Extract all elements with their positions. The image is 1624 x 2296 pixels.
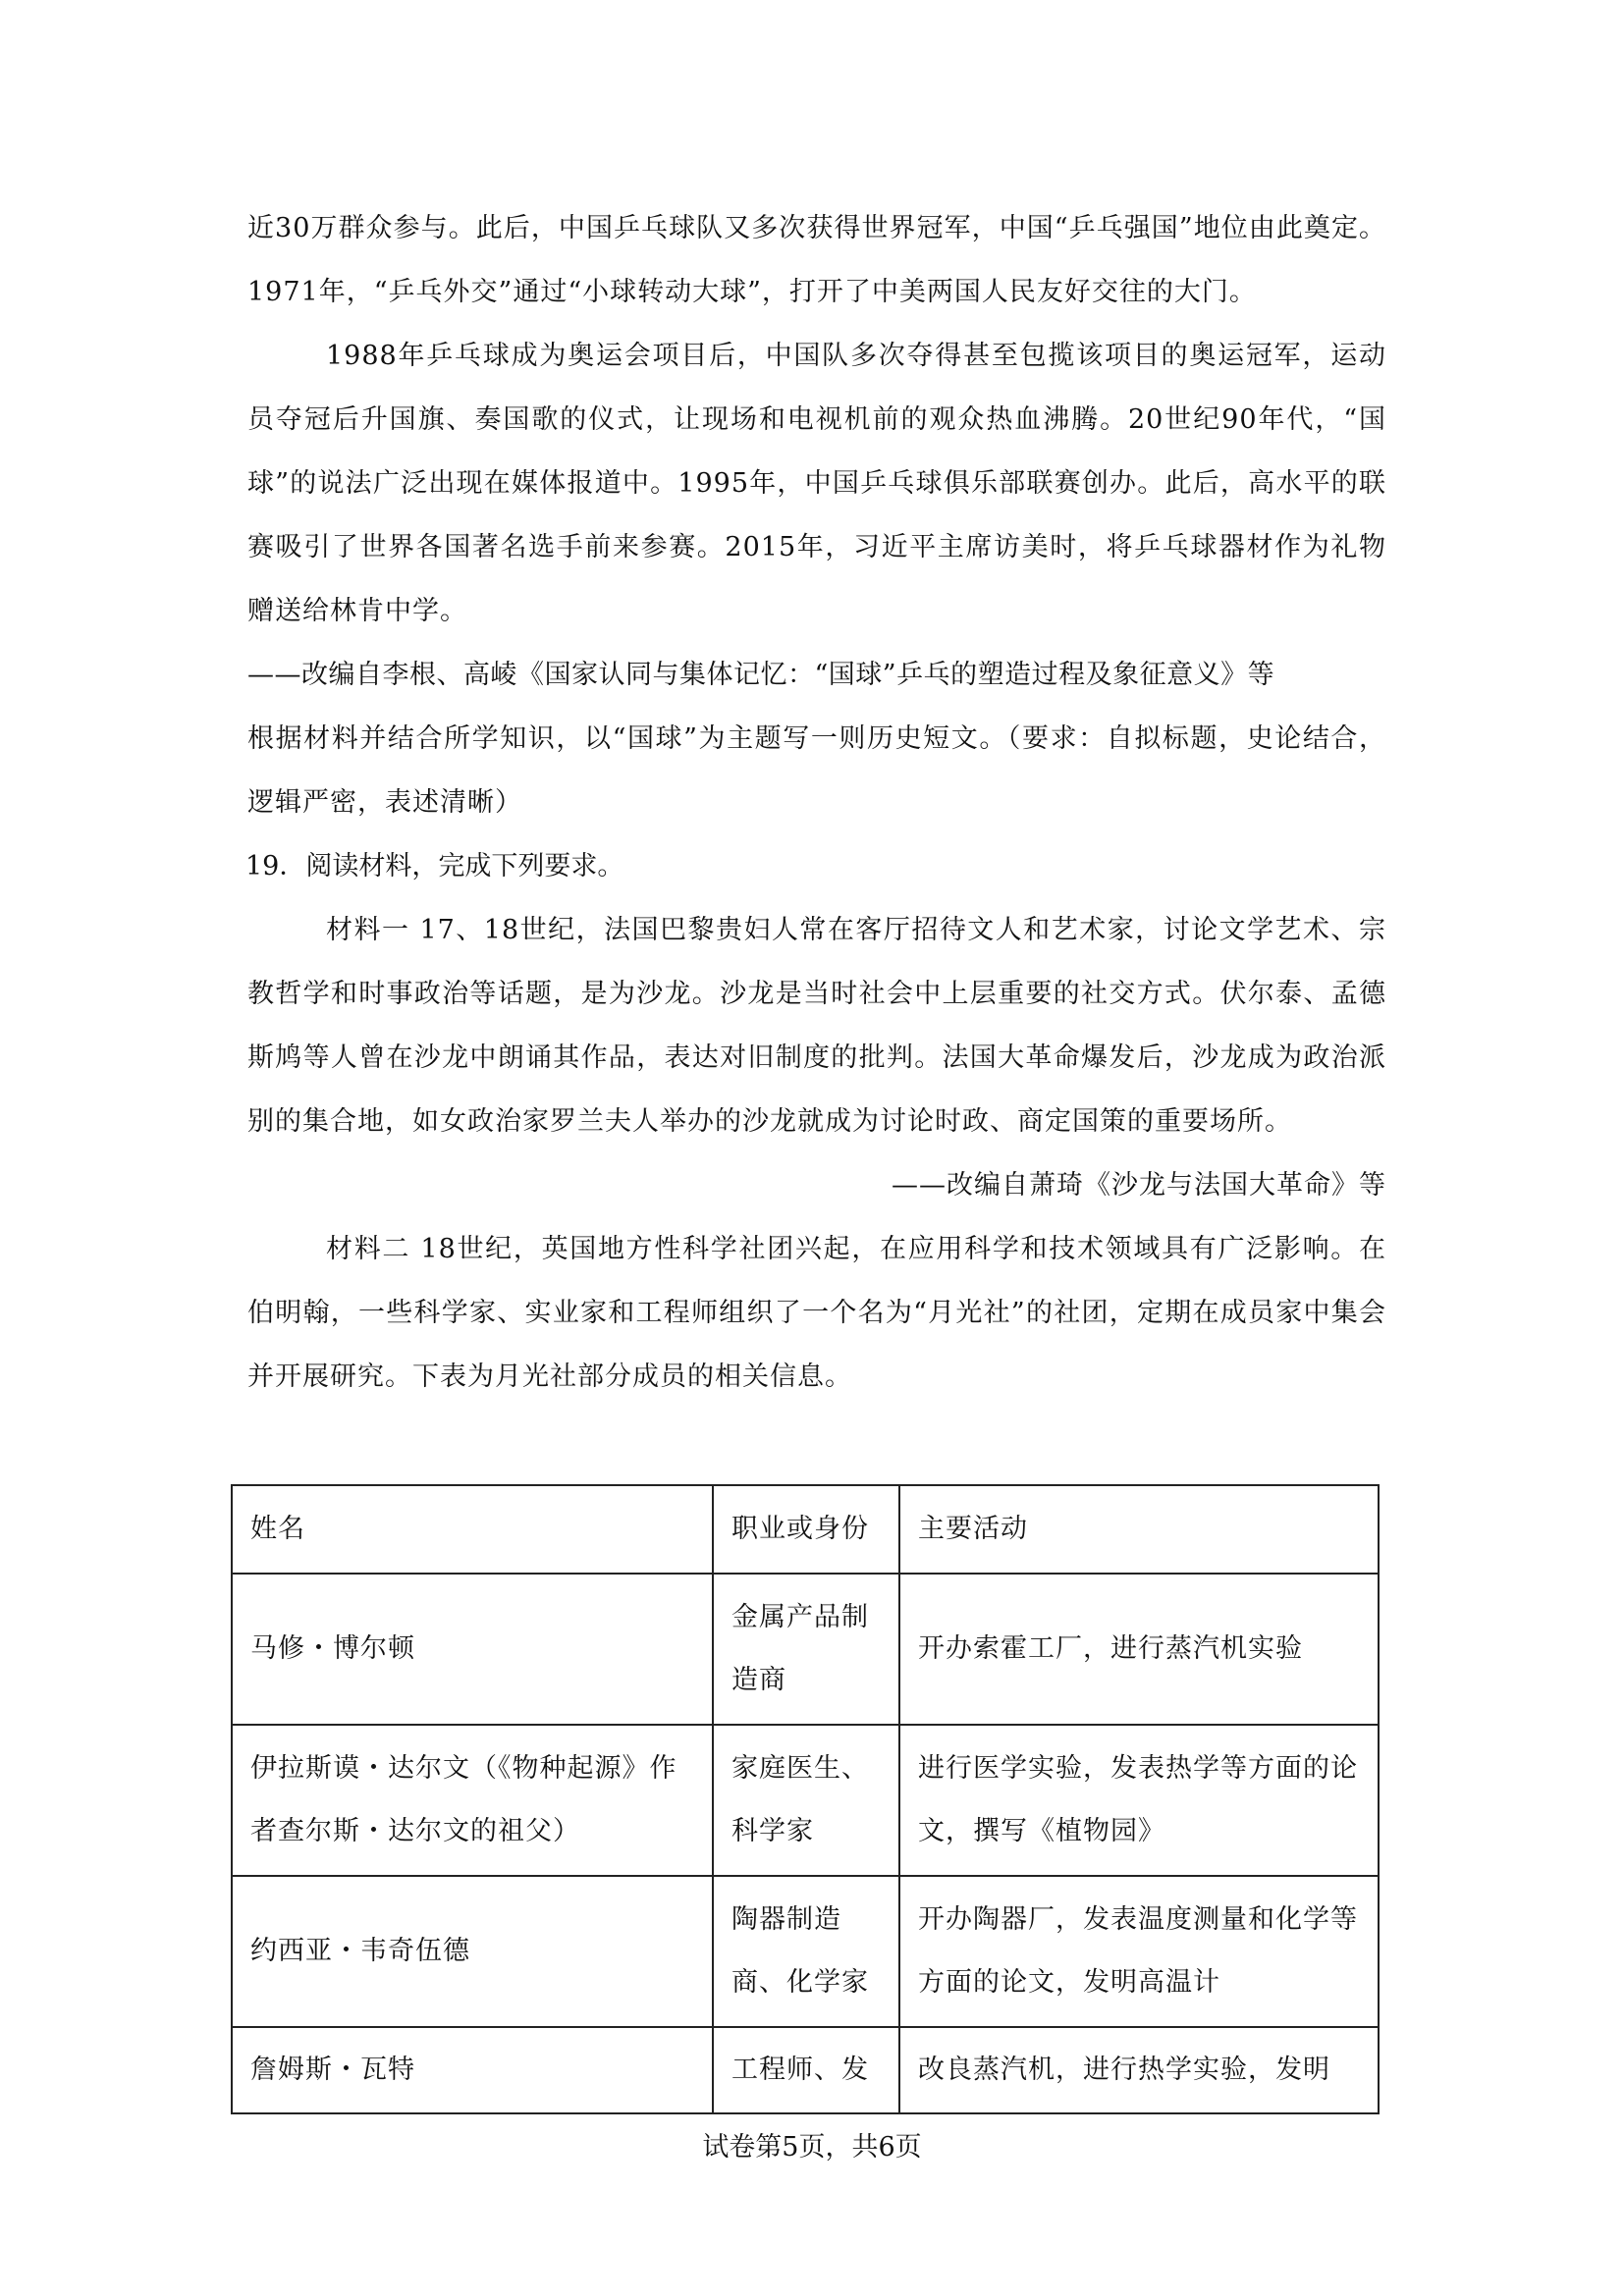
- table-row: [232, 2027, 1379, 2113]
- cell-occupation: 陶器制造商、化学家: [713, 1876, 899, 2027]
- table-header-row: [232, 1485, 1379, 1574]
- cell-occupation: 金属产品制造商: [713, 1574, 899, 1725]
- material-1: 材料一 17、18世纪，法国巴黎贵妇人常在客厅招待文人和艺术家，讨论文学艺术、宗教哲学和时事政治等话题，是为沙龙。沙龙是当时社会中上层重要的社交方式。伏尔泰、孟德斯鸠等人曾在沙龙中朗诵其作品，表达对旧制度的批判。法国大革命爆发后，沙龙成为政治派别的集合地，如女政治家罗兰夫人举办的沙龙就成为讨论时政、商定国策的重要场所。: [247, 915, 1386, 1137]
- paragraph-continuation: 近30万群众参与。此后，中国乒乓球队又多次获得世界冠军，中国“乒乓强国”地位由此奠定。1971年，“乒乓外交”通过“小球转动大球”，打开了中美两国人民友好交往的大门。: [247, 213, 1386, 307]
- question-prompt: 根据材料并结合所学知识，以“国球”为主题写一则历史短文。（要求：自拟标题，史论结合，逻辑严密，表述清晰）: [247, 723, 1386, 818]
- cell-name: 马修・博尔顿: [232, 1574, 713, 1725]
- material-2: 材料二 18世纪，英国地方性科学社团兴起，在应用科学和技术领域具有广泛影响。在伯明翰，一些科学家、实业家和工程师组织了一个名为“月光社”的社团，定期在成员家中集会并开展研究。下表为月光社部分成员的相关信息。: [247, 1234, 1386, 1392]
- cell-activities: 改良蒸汽机，进行热学实验，发明: [899, 2027, 1379, 2113]
- source-citation: ——改编自李根、高崚《国家认同与集体记忆：“国球”乒乓的塑造过程及象征意义》等: [247, 660, 1275, 690]
- header-occupation: 职业或身份: [713, 1485, 899, 1574]
- cell-activities: 开办陶器厂，发表温度测量和化学等方面的论文，发明高温计: [899, 1876, 1379, 2027]
- table-row: [232, 1574, 1379, 1725]
- cell-name: 詹姆斯・瓦特: [232, 2027, 713, 2113]
- cell-name: 伊拉斯谟・达尔文（《物种起源》作者查尔斯・达尔文的祖父）: [232, 1725, 713, 1876]
- cell-name: 约西亚・韦奇伍德: [232, 1876, 713, 2027]
- cell-activities: 进行医学实验，发表热学等方面的论文，撰写《植物园》: [899, 1725, 1379, 1876]
- moonlight-society-table: [231, 1484, 1380, 2114]
- page-content: [247, 196, 1386, 1409]
- header-name: 姓名: [232, 1485, 713, 1574]
- cell-activities: 开办索霍工厂，进行蒸汽机实验: [899, 1574, 1379, 1725]
- cell-occupation: 工程师、发: [713, 2027, 899, 2113]
- table-row: [232, 1725, 1379, 1876]
- header-activities: 主要活动: [899, 1485, 1379, 1574]
- page-footer: 试卷第5页，共6页: [702, 2132, 922, 2163]
- cell-occupation: 家庭医生、科学家: [713, 1725, 899, 1876]
- paragraph-1988: 1988年乒乓球成为奥运会项目后，中国队多次夺得甚至包揽该项目的奥运冠军，运动员夺冠后升国旗、奏国歌的仪式，让现场和电视机前的观众热血沸腾。20世纪90年代，“国球”的说法广泛出现在媒体报道中。1995年，中国乒乓球俱乐部联赛创办。此后，高水平的联赛吸引了世界各国著名选手前来参赛。2015年，习近平主席访美时，将乒乓球器材作为礼物赠送给林肯中学。: [247, 341, 1386, 626]
- material-1-source: ——改编自萧琦《沙龙与法国大革命》等: [892, 1170, 1386, 1201]
- question-19-title: 19．阅读材料，完成下列要求。: [245, 851, 624, 881]
- table-row: [232, 1876, 1379, 2027]
